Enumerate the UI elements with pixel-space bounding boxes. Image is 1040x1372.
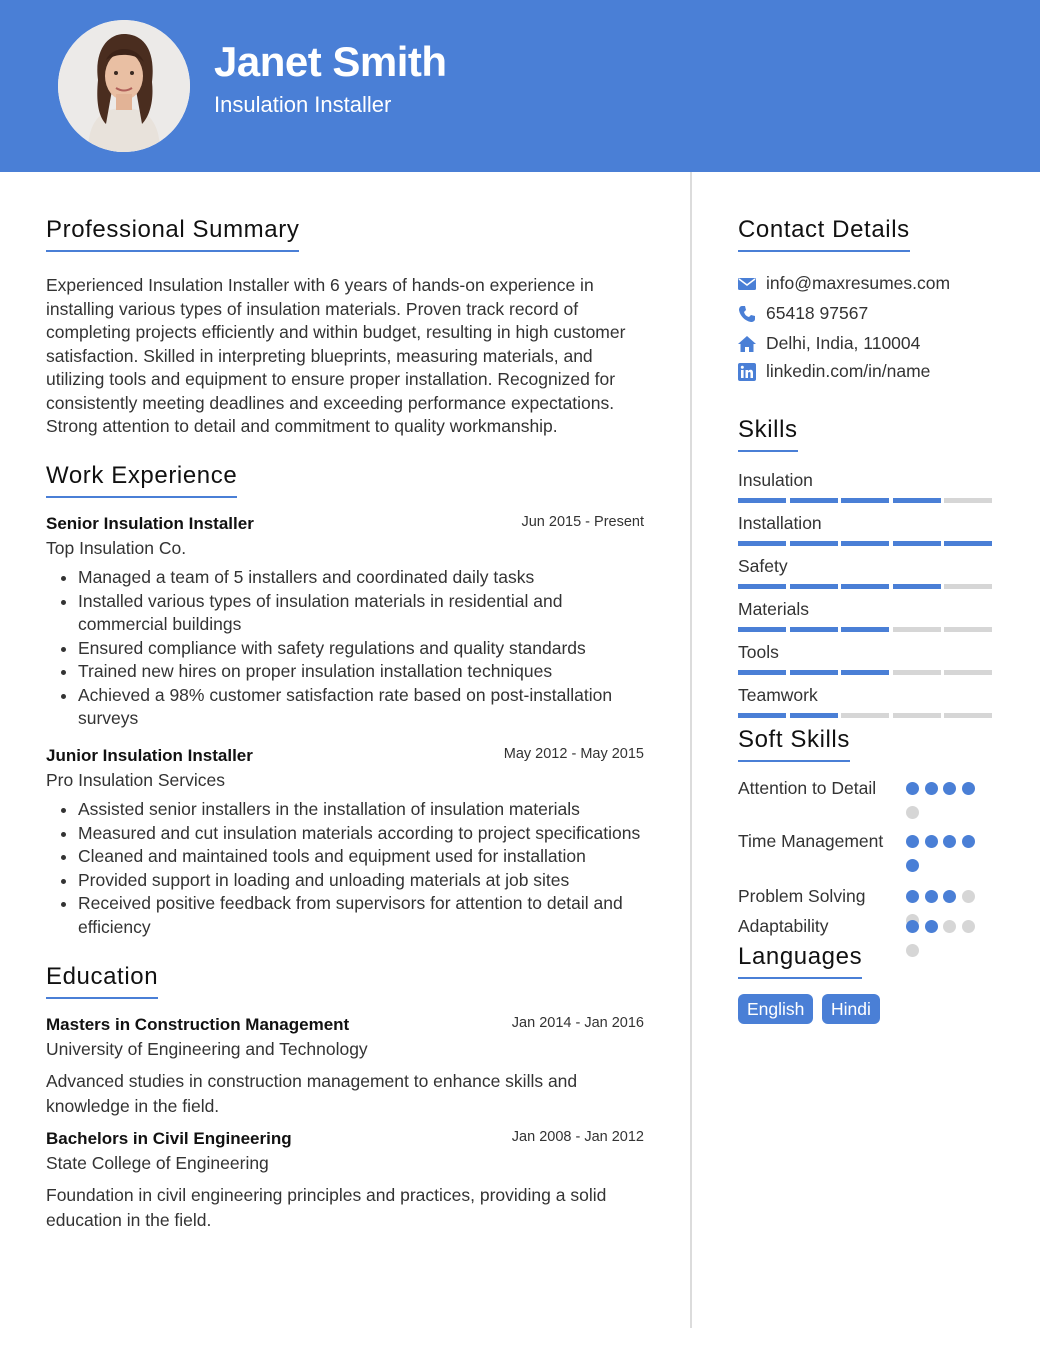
column-divider bbox=[690, 172, 692, 1328]
job-bullet: • Managed a team of 5 installers and coordinated daily tasks bbox=[78, 566, 644, 590]
language-badge: English bbox=[738, 994, 813, 1024]
skill-level-bar bbox=[738, 713, 994, 719]
skill-level-bar bbox=[738, 670, 994, 676]
skill-label: Safety bbox=[738, 556, 788, 576]
soft-skill-dot bbox=[925, 890, 938, 903]
skill-level-segment bbox=[790, 498, 838, 503]
soft-skill-dot bbox=[962, 835, 975, 848]
soft-skill-dot bbox=[962, 782, 975, 795]
skill-level-bar bbox=[738, 541, 994, 547]
job-bullet: • Provided support in loading and unloading materials at job sites bbox=[78, 869, 644, 893]
soft-skill-dot bbox=[906, 859, 919, 872]
soft-skills-heading: Soft Skills bbox=[738, 726, 850, 762]
job-bullets bbox=[46, 798, 644, 939]
language-badge: Hindi bbox=[822, 994, 880, 1024]
contact-section bbox=[738, 216, 910, 252]
skill-level-segment bbox=[893, 627, 941, 632]
job-bullet: • Trained new hires on proper insulation installation techniques bbox=[78, 660, 644, 684]
skill-label: Installation bbox=[738, 513, 822, 533]
skill-level-segment bbox=[893, 584, 941, 589]
skill-level-bar bbox=[738, 498, 994, 504]
skill-level-segment bbox=[893, 670, 941, 675]
languages-section bbox=[738, 943, 862, 979]
languages-heading: Languages bbox=[738, 943, 862, 979]
contact-linkedin-text: linkedin.com/in/name bbox=[766, 361, 931, 381]
profile-photo bbox=[58, 20, 190, 152]
soft-skill-dot bbox=[906, 835, 919, 848]
degree-title: Masters in Construction Management bbox=[46, 1015, 350, 1034]
skill-level-segment bbox=[841, 670, 889, 675]
job-dates: May 2012 - May 2015 bbox=[503, 746, 644, 762]
job-bullet: • Measured and cut insulation materials according to project specifications bbox=[78, 822, 644, 846]
education-dates: Jan 2008 - Jan 2012 bbox=[511, 1129, 644, 1145]
job-bullet: • Achieved a 98% customer satisfaction rate based on post-installation surveys bbox=[78, 684, 644, 731]
skill-level-segment bbox=[790, 670, 838, 675]
soft-skill-dot bbox=[962, 920, 975, 933]
experience-section bbox=[46, 462, 237, 498]
contact-phone-text: 65418 97567 bbox=[766, 303, 869, 323]
job-title: Senior Insulation Installer bbox=[46, 514, 254, 533]
soft-skill-label: Adaptability bbox=[738, 916, 829, 936]
skill-level-segment bbox=[738, 713, 786, 718]
skill-level-segment bbox=[944, 584, 992, 589]
summary-text: Experienced Insulation Installer with 6 years of hands-on experience in installing various types of insulation materials. Proven track record of completing projects efficiently and within budget, resulting in high customer satisfaction. Skilled in interpreting blueprints, measuring materials, and utilizing tools and equipment to ensure proper installation. Recognized for consistently meeting deadlines and exceeding performance expectations. Strong attention to detail and commitment to quality workmanship. bbox=[46, 275, 626, 436]
soft-skill-dot bbox=[925, 920, 938, 933]
skill-level-segment bbox=[738, 584, 786, 589]
soft-skill-dot bbox=[906, 806, 919, 819]
job-company: Top Insulation Co. bbox=[46, 538, 187, 558]
job-title: Junior Insulation Installer bbox=[46, 746, 253, 765]
skills-section bbox=[738, 416, 798, 452]
skill-level-segment bbox=[944, 670, 992, 675]
skill-level-segment bbox=[738, 670, 786, 675]
profile-photo-image bbox=[58, 20, 190, 152]
skill-level-bar bbox=[738, 584, 994, 590]
job-bullet: • Received positive feedback from supervisors for attention to detail and efficiency bbox=[78, 892, 644, 939]
skill-level-segment bbox=[841, 713, 889, 718]
skill-level-segment bbox=[893, 541, 941, 546]
skill-level-segment bbox=[893, 713, 941, 718]
soft-skill-dot bbox=[943, 782, 956, 795]
skill-level-segment bbox=[944, 498, 992, 503]
contact-address-text: Delhi, India, 110004 bbox=[766, 333, 921, 353]
candidate-name: Janet Smith bbox=[214, 38, 447, 85]
skill-level-segment bbox=[738, 541, 786, 546]
job-bullet: • Assisted senior installers in the installation of insulation materials bbox=[78, 798, 644, 822]
summary-section bbox=[46, 216, 299, 252]
phone-icon bbox=[738, 305, 756, 323]
job-bullet: • Cleaned and maintained tools and equipment used for installation bbox=[78, 845, 644, 869]
education-description: Foundation in civil engineering principles and practices, providing a solid education in the field. bbox=[46, 1185, 607, 1230]
education-dates: Jan 2014 - Jan 2016 bbox=[511, 1015, 644, 1031]
soft-skill-dot bbox=[925, 835, 938, 848]
job-bullet: • Installed various types of insulation materials in residential and commercial buildings bbox=[78, 590, 644, 637]
school-name: University of Engineering and Technology bbox=[46, 1039, 368, 1059]
home-icon bbox=[738, 335, 756, 353]
job-bullets bbox=[46, 566, 644, 731]
soft-skill-label: Attention to Detail bbox=[738, 778, 877, 798]
candidate-title: Insulation Installer bbox=[214, 92, 392, 117]
envelope-icon bbox=[738, 275, 756, 293]
degree-title: Bachelors in Civil Engineering bbox=[46, 1129, 292, 1148]
skill-level-segment bbox=[944, 713, 992, 718]
soft-skill-dot bbox=[962, 890, 975, 903]
skill-level-segment bbox=[841, 541, 889, 546]
skill-label: Materials bbox=[738, 599, 809, 619]
soft-skill-label: Time Management bbox=[738, 831, 884, 851]
soft-skill-dot bbox=[943, 835, 956, 848]
soft-skills-section bbox=[738, 726, 850, 762]
skill-level-segment bbox=[944, 627, 992, 632]
skill-level-segment bbox=[841, 627, 889, 632]
linkedin-icon bbox=[738, 363, 756, 381]
job-bullet: • Ensured compliance with safety regulations and quality standards bbox=[78, 637, 644, 661]
skill-level-segment bbox=[893, 498, 941, 503]
contact-heading: Contact Details bbox=[738, 216, 910, 252]
skill-level-segment bbox=[790, 541, 838, 546]
resume-header bbox=[0, 0, 1040, 172]
soft-skill-dot bbox=[943, 920, 956, 933]
skill-level-segment bbox=[790, 713, 838, 718]
school-name: State College of Engineering bbox=[46, 1153, 269, 1173]
soft-skill-dot bbox=[906, 782, 919, 795]
soft-skill-dot bbox=[906, 920, 919, 933]
soft-skill-dot bbox=[906, 890, 919, 903]
skills-heading: Skills bbox=[738, 416, 798, 452]
education-description: Advanced studies in construction management to enhance skills and knowledge in the field. bbox=[46, 1071, 578, 1116]
job-dates: Jun 2015 - Present bbox=[521, 514, 644, 530]
skill-level-segment bbox=[944, 541, 992, 546]
contact-email-text: info@maxresumes.com bbox=[766, 273, 951, 293]
soft-skill-label: Problem Solving bbox=[738, 886, 866, 906]
education-heading: Education bbox=[46, 963, 158, 999]
skill-level-segment bbox=[790, 584, 838, 589]
job-company: Pro Insulation Services bbox=[46, 770, 225, 790]
skill-label: Insulation bbox=[738, 470, 813, 490]
skill-level-segment bbox=[738, 627, 786, 632]
education-section bbox=[46, 963, 158, 999]
skill-label: Tools bbox=[738, 642, 779, 662]
skill-level-segment bbox=[738, 498, 786, 503]
skill-level-segment bbox=[841, 498, 889, 503]
summary-heading: Professional Summary bbox=[46, 216, 299, 252]
soft-skill-dot bbox=[925, 782, 938, 795]
skill-label: Teamwork bbox=[738, 685, 818, 705]
experience-heading: Work Experience bbox=[46, 462, 237, 498]
soft-skill-dot bbox=[943, 890, 956, 903]
skill-level-bar bbox=[738, 627, 994, 633]
soft-skill-dot bbox=[906, 944, 919, 957]
skill-level-segment bbox=[841, 584, 889, 589]
skill-level-segment bbox=[790, 627, 838, 632]
